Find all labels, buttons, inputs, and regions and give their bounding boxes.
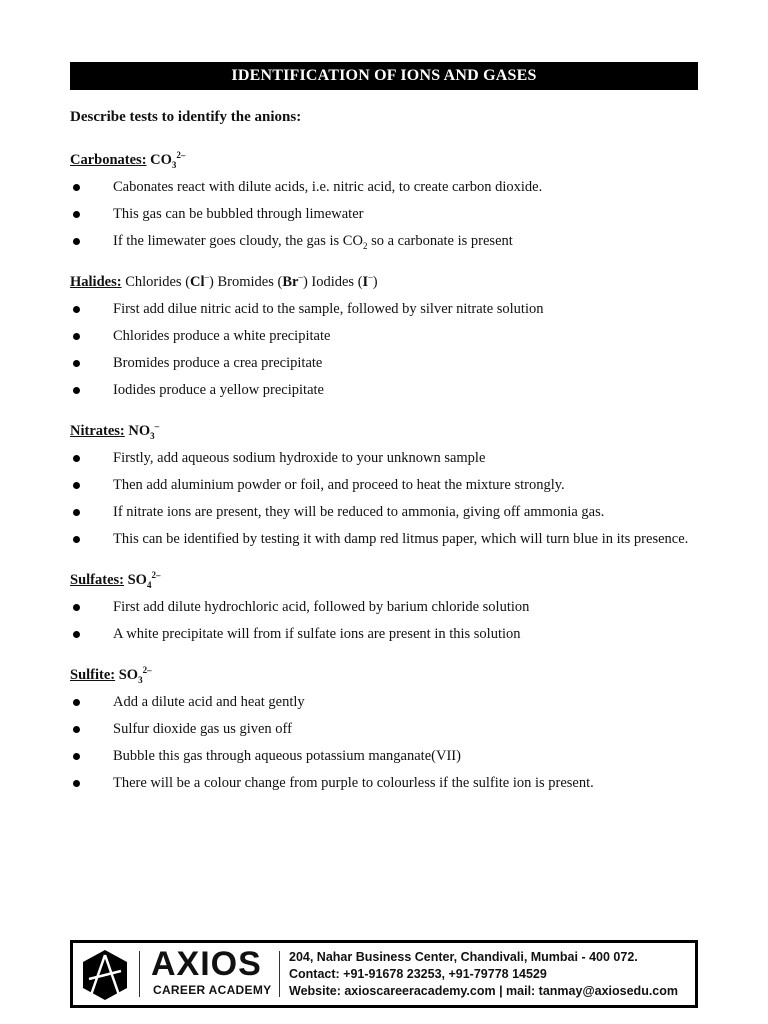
bullet-icon	[73, 726, 80, 733]
heading-label: Halides:	[70, 274, 122, 290]
list-item	[70, 174, 710, 201]
list-item	[70, 716, 710, 743]
footer-banner	[70, 940, 698, 1008]
item-text: Bubble this gas through aqueous potassium manganate(VII)	[113, 748, 461, 764]
item-text: A white precipitate will from if sulfate ions are present in this solution	[113, 626, 521, 642]
formula-sub: 4	[146, 579, 152, 590]
formula-sup: –	[204, 272, 210, 283]
item-text: Chlorides produce a white precipitate	[113, 328, 331, 344]
list-item	[70, 323, 710, 350]
item-text: Sulfur dioxide gas us given off	[113, 721, 292, 737]
bullet-icon	[73, 780, 80, 787]
heading-text: )	[372, 274, 378, 290]
item-text: This gas can be bubbled through limewater	[113, 206, 364, 222]
formula-sub: 2	[362, 240, 368, 251]
section-halides	[70, 269, 710, 404]
formula	[128, 572, 161, 588]
heading-text: ) Bromides (	[209, 274, 283, 290]
intro-heading: Describe tests to identify the anions:	[70, 109, 302, 125]
section-heading	[70, 567, 710, 594]
bullet-icon	[73, 631, 80, 638]
item-text: There will be a colour change from purple to colourless if the sulfite ion is present.	[113, 775, 594, 791]
brand-name: AXIOS	[151, 945, 262, 983]
list-item	[70, 526, 710, 553]
formula-sub: 3	[150, 430, 155, 441]
section-heading	[70, 418, 710, 445]
formula	[128, 423, 159, 439]
axios-logo-icon	[81, 949, 129, 1001]
list-item	[70, 594, 710, 621]
formula	[119, 667, 152, 683]
list-item	[70, 743, 710, 770]
bullet-icon	[73, 184, 80, 191]
list-item	[70, 621, 710, 648]
formula-sup: 2–	[176, 150, 186, 161]
list-item	[70, 472, 710, 499]
formula-base: CO	[150, 152, 172, 168]
formula-base: Br	[282, 274, 299, 290]
item-text: Iodides produce a yellow precipitate	[113, 382, 324, 398]
formula	[150, 152, 185, 168]
bullet-icon	[73, 211, 80, 218]
formula-sup: 2–	[151, 570, 161, 581]
list-item	[70, 689, 710, 716]
heading-label: Nitrates:	[70, 423, 125, 439]
contact-phone: Contact: +91-91678 23253, +91-79778 14529	[289, 967, 547, 981]
section-nitrates	[70, 418, 710, 553]
list-item	[70, 296, 710, 323]
formula-sub: 3	[171, 159, 177, 170]
formula-sub: 3	[138, 674, 143, 685]
list-item	[70, 445, 710, 472]
item-text: Add a dilute acid and heat gently	[113, 694, 305, 710]
address: 204, Nahar Business Center, Chandivali, Mumbai - 400 072.	[289, 950, 638, 964]
document-body	[70, 103, 710, 797]
item-text: Cabonates react with dilute acids, i.e. nitric acid, to create carbon dioxide.	[113, 179, 543, 195]
formula-base: NO	[128, 423, 151, 439]
bullet-icon	[73, 333, 80, 340]
website-email: Website: axioscareeracademy.com | mail: tanmay@axiosedu.com	[289, 984, 679, 998]
heading-text: Chlorides (	[121, 274, 191, 290]
bullet-icon	[73, 238, 80, 245]
brand-subtitle: CAREER ACADEMY	[153, 983, 272, 997]
formula-base: SO	[127, 572, 147, 588]
formula-sup: 2–	[142, 665, 152, 676]
heading-label: Sulfates:	[70, 572, 124, 588]
bullet-icon	[73, 536, 80, 543]
section-heading	[70, 269, 710, 296]
heading-label: Sulfite:	[70, 667, 116, 683]
divider	[139, 951, 140, 997]
item-text: Firstly, add aqueous sodium hydroxide to your unknown sample	[113, 450, 486, 466]
bullet-icon	[73, 387, 80, 394]
item-text: so a carbonate is present	[367, 233, 513, 249]
formula-sup: –	[154, 421, 160, 432]
section-carbonates	[70, 147, 710, 255]
formula-base: SO	[118, 667, 139, 683]
bullet-icon	[73, 604, 80, 611]
item-text: Bromides produce a crea precipitate	[113, 355, 323, 371]
bullet-icon	[73, 360, 80, 367]
list-item	[70, 228, 710, 255]
list-item	[70, 770, 710, 797]
item-text: If the limewater goes cloudy, the gas is CO	[113, 233, 363, 249]
formula-sup: –	[298, 272, 303, 283]
item-text: Then add aluminium powder or foil, and proceed to heat the mixture strongly.	[113, 477, 565, 493]
bullet-icon	[73, 753, 80, 760]
item-text: This can be identified by testing it with damp red litmus paper, which will turn blue in its presence.	[113, 531, 689, 547]
section-heading	[70, 662, 710, 689]
bullet-icon	[73, 306, 80, 313]
contact-block	[289, 949, 678, 1000]
heading-text: ) Iodides (	[302, 274, 363, 290]
list-item	[70, 499, 710, 526]
formula-sup: –	[368, 272, 373, 283]
item-text: If nitrate ions are present, they will be reduced to ammonia, giving off ammonia gas.	[113, 504, 605, 520]
formula-base: Cl	[190, 274, 205, 290]
list-item	[70, 350, 710, 377]
item-text: First add dilute hydrochloric acid, followed by barium chloride solution	[113, 599, 530, 615]
bullet-icon	[73, 455, 80, 462]
bullet-icon	[73, 482, 80, 489]
bullet-icon	[73, 509, 80, 516]
item-text: First add dilue nitric acid to the sample, followed by silver nitrate solution	[113, 301, 544, 317]
divider	[279, 951, 280, 997]
formula-base: I	[362, 274, 369, 290]
section-sulfates	[70, 567, 710, 648]
list-item	[70, 201, 710, 228]
heading-label: Carbonates:	[70, 152, 147, 168]
section-sulfite	[70, 662, 710, 797]
page-title: IDENTIFICATION OF IONS AND GASES	[70, 62, 698, 90]
bullet-icon	[73, 699, 80, 706]
section-heading	[70, 147, 710, 174]
list-item	[70, 377, 710, 404]
